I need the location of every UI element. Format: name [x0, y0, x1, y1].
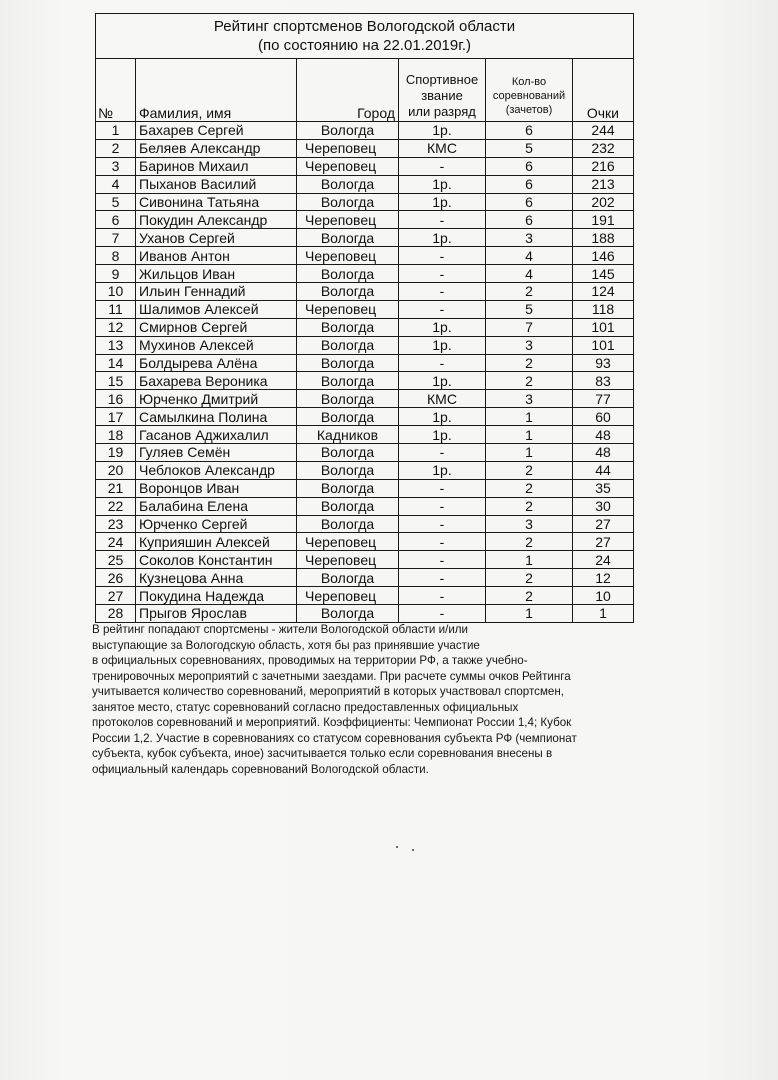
competitions-count: 2 [486, 497, 573, 515]
row-num: 26 [96, 569, 136, 587]
sport-rank: КМС [399, 390, 486, 408]
sport-rank: - [399, 479, 486, 497]
athlete-name: Юрченко Сергей [136, 515, 297, 533]
city: Вологда [297, 569, 399, 587]
competitions-count: 2 [486, 354, 573, 372]
header-num: № [96, 59, 136, 122]
table-title [96, 14, 634, 59]
athlete-name: Сивонина Татьяна [136, 193, 297, 211]
header-comp-line-2: соревнований [492, 90, 566, 102]
table-row [96, 426, 634, 444]
table-row [96, 479, 634, 497]
header-rank-line-3: или разряд [408, 104, 476, 119]
athlete-name: Куприяшин Алексей [136, 533, 297, 551]
sport-rank: 1р. [399, 229, 486, 247]
sport-rank: - [399, 265, 486, 283]
sport-rank: 1р. [399, 408, 486, 426]
points: 24 [573, 551, 634, 569]
city: Череповец [297, 211, 399, 229]
athlete-name: Смирнов Сергей [136, 318, 297, 336]
city: Череповец [297, 551, 399, 569]
city: Череповец [297, 157, 399, 175]
athlete-name: Жильцов Иван [136, 265, 297, 283]
city: Вологда [297, 408, 399, 426]
competitions-count: 2 [486, 533, 573, 551]
city: Вологда [297, 193, 399, 211]
sport-rank: 1р. [399, 372, 486, 390]
row-num: 12 [96, 318, 136, 336]
header-rank [399, 59, 486, 122]
points: 216 [573, 157, 634, 175]
footnote-line: занятое место, статус соревнований согласно предоставленных официальных [92, 700, 519, 714]
sport-rank: - [399, 283, 486, 301]
city: Вологда [297, 461, 399, 479]
sport-rank: 1р. [399, 426, 486, 444]
city: Вологда [297, 390, 399, 408]
competitions-count: 1 [486, 426, 573, 444]
city: Вологда [297, 605, 399, 623]
competitions-count: 3 [486, 390, 573, 408]
table-row [96, 139, 634, 157]
table-row [96, 551, 634, 569]
table-row [96, 354, 634, 372]
row-num: 4 [96, 175, 136, 193]
points: 48 [573, 426, 634, 444]
points: 35 [573, 479, 634, 497]
sport-rank: - [399, 605, 486, 623]
table-body [96, 122, 634, 623]
row-num: 25 [96, 551, 136, 569]
footnote-line: учитывается количество соревнований, мероприятий в которых участвовал спортсмен, [92, 685, 565, 698]
athlete-name: Прыгов Ярослав [136, 605, 297, 623]
sport-rank: - [399, 157, 486, 175]
row-num: 18 [96, 426, 136, 444]
row-num: 20 [96, 461, 136, 479]
table-row [96, 300, 634, 318]
points: 145 [573, 265, 634, 283]
sport-rank: - [399, 587, 486, 605]
sport-rank: 1р. [399, 122, 486, 140]
athlete-name: Мухинов Алексей [136, 336, 297, 354]
points: 124 [573, 283, 634, 301]
city: Вологда [297, 229, 399, 247]
athlete-name: Пыханов Василий [136, 175, 297, 193]
athlete-name: Бахарев Сергей [136, 122, 297, 140]
table-row [96, 122, 634, 140]
points: 44 [573, 461, 634, 479]
row-num: 6 [96, 211, 136, 229]
table-row [96, 533, 634, 551]
sport-rank: - [399, 515, 486, 533]
competitions-count: 2 [486, 479, 573, 497]
table-row [96, 318, 634, 336]
row-num: 11 [96, 300, 136, 318]
city: Кадников [297, 426, 399, 444]
city: Вологда [297, 318, 399, 336]
athlete-name: Балабина Елена [136, 497, 297, 515]
row-num: 23 [96, 515, 136, 533]
table-row [96, 229, 634, 247]
competitions-count: 6 [486, 193, 573, 211]
sport-rank: 1р. [399, 336, 486, 354]
competitions-count: 7 [486, 318, 573, 336]
points: 232 [573, 139, 634, 157]
points: 12 [573, 569, 634, 587]
city: Вологда [297, 283, 399, 301]
row-num: 7 [96, 229, 136, 247]
points: 93 [573, 354, 634, 372]
sport-rank: - [399, 211, 486, 229]
athlete-name: Баринов Михаил [136, 157, 297, 175]
sport-rank: - [399, 533, 486, 551]
competitions-count: 5 [486, 139, 573, 157]
athlete-name: Иванов Антон [136, 247, 297, 265]
title-line-2: (по состоянию на 22.01.2019г.) [257, 37, 472, 54]
row-num: 16 [96, 390, 136, 408]
row-num: 14 [96, 354, 136, 372]
row-num: 13 [96, 336, 136, 354]
athlete-name: Гуляев Семён [136, 444, 297, 462]
city: Вологда [297, 444, 399, 462]
athlete-name: Чеблоков Александр [136, 461, 297, 479]
points: 118 [573, 300, 634, 318]
row-num: 24 [96, 533, 136, 551]
athlete-name: Покудин Александр [136, 211, 297, 229]
row-num: 10 [96, 283, 136, 301]
sport-rank: - [399, 569, 486, 587]
title-line-1: Рейтинг спортсменов Вологодской области [213, 18, 516, 35]
competitions-count: 1 [486, 551, 573, 569]
header-points: Очки [573, 59, 634, 122]
footnote-line: В рейтинг попадают спортсмены - жители Вологодской области и/или [92, 623, 469, 636]
table-row [96, 605, 634, 623]
points: 83 [573, 372, 634, 390]
table-row [96, 461, 634, 479]
athlete-name: Гасанов Аджихалил [136, 426, 297, 444]
competitions-count: 6 [486, 122, 573, 140]
sport-rank: 1р. [399, 461, 486, 479]
athlete-name: Бахарева Вероника [136, 372, 297, 390]
footnote-line: протоколов соревнований и мероприятий. Коэффициенты: Чемпионат России 1,4; Кубок [92, 716, 572, 729]
city: Череповец [297, 300, 399, 318]
athlete-name: Покудина Надежда [136, 587, 297, 605]
sport-rank: 1р. [399, 175, 486, 193]
sport-rank: - [399, 354, 486, 372]
points: 202 [573, 193, 634, 211]
athlete-name: Ильин Геннадий [136, 283, 297, 301]
header-rank-line-1: Спортивное [405, 72, 479, 87]
row-num: 1 [96, 122, 136, 140]
athlete-name: Болдырева Алёна [136, 354, 297, 372]
row-num: 15 [96, 372, 136, 390]
footnote-line: выступающие за Вологодскую область, хотя бы раз принявшие участие [92, 638, 480, 652]
table-row [96, 193, 634, 211]
competitions-count: 1 [486, 408, 573, 426]
points: 213 [573, 175, 634, 193]
row-num: 21 [96, 479, 136, 497]
sport-rank: - [399, 300, 486, 318]
sport-rank: - [399, 444, 486, 462]
points: 101 [573, 318, 634, 336]
city: Череповец [297, 139, 399, 157]
competitions-count: 3 [486, 336, 573, 354]
sport-rank: - [399, 551, 486, 569]
row-num: 9 [96, 265, 136, 283]
points: 48 [573, 444, 634, 462]
athlete-name: Беляев Александр [136, 139, 297, 157]
points: 60 [573, 408, 634, 426]
competitions-count: 4 [486, 265, 573, 283]
table-row [96, 336, 634, 354]
athlete-name: Шалимов Алексей [136, 300, 297, 318]
city: Вологда [297, 515, 399, 533]
points: 27 [573, 533, 634, 551]
row-num: 2 [96, 139, 136, 157]
row-num: 19 [96, 444, 136, 462]
footnote-line: в официальных соревнованиях, проводимых на территории РФ, а также учебно- [92, 654, 528, 667]
sport-rank: 1р. [399, 318, 486, 336]
table-row [96, 497, 634, 515]
points: 10 [573, 587, 634, 605]
footnote-line: тренировочных мероприятий с зачетными заездами. При расчете суммы очков Рейтинга [92, 669, 571, 683]
header-rank-line-2: звание [421, 88, 463, 103]
row-num: 5 [96, 193, 136, 211]
row-num: 27 [96, 587, 136, 605]
city: Вологда [297, 497, 399, 515]
table-row [96, 157, 634, 175]
points: 77 [573, 390, 634, 408]
header-comp-line-1: Кол-во [511, 76, 547, 88]
points: 30 [573, 497, 634, 515]
footnote-line: субъекта, кубок субъекта, иное) засчитывается только если соревнования внесены в [92, 747, 553, 760]
athlete-name: Уханов Сергей [136, 229, 297, 247]
competitions-count: 1 [486, 444, 573, 462]
table-row [96, 265, 634, 283]
city: Вологда [297, 372, 399, 390]
table-row [96, 283, 634, 301]
athlete-name: Соколов Константин [136, 551, 297, 569]
table-row [96, 372, 634, 390]
header-comp-line-3: (зачетов) [505, 104, 553, 116]
header-competitions [486, 59, 573, 122]
points: 101 [573, 336, 634, 354]
row-num: 3 [96, 157, 136, 175]
sport-rank: - [399, 247, 486, 265]
rating-table [95, 13, 634, 623]
row-num: 8 [96, 247, 136, 265]
competitions-count: 1 [486, 605, 573, 623]
points: 1 [573, 605, 634, 623]
table-header-row [96, 59, 634, 122]
footnote-line: России 1,2. Участие в соревнованиях со статусом соревнования субъекта РФ (чемпионат [92, 731, 577, 745]
competitions-count: 2 [486, 372, 573, 390]
competitions-count: 5 [486, 300, 573, 318]
sport-rank: - [399, 497, 486, 515]
points: 146 [573, 247, 634, 265]
header-name: Фамилия, имя [136, 59, 297, 122]
row-num: 22 [96, 497, 136, 515]
city: Вологда [297, 122, 399, 140]
competitions-count: 6 [486, 211, 573, 229]
scan-speck [412, 849, 414, 851]
city: Череповец [297, 247, 399, 265]
city: Череповец [297, 587, 399, 605]
row-num: 17 [96, 408, 136, 426]
sport-rank: КМС [399, 139, 486, 157]
athlete-name: Кузнецова Анна [136, 569, 297, 587]
row-num: 28 [96, 605, 136, 623]
competitions-count: 2 [486, 461, 573, 479]
table-row [96, 211, 634, 229]
table-row [96, 444, 634, 462]
competitions-count: 2 [486, 587, 573, 605]
footnote-text [92, 622, 612, 777]
table-row [96, 515, 634, 533]
athlete-name: Самылкина Полина [136, 408, 297, 426]
points: 27 [573, 515, 634, 533]
competitions-count: 3 [486, 515, 573, 533]
sport-rank: 1р. [399, 193, 486, 211]
table-row [96, 408, 634, 426]
points: 244 [573, 122, 634, 140]
city: Вологда [297, 175, 399, 193]
points: 191 [573, 211, 634, 229]
points: 188 [573, 229, 634, 247]
table-row [96, 175, 634, 193]
city: Вологда [297, 336, 399, 354]
table-row [96, 247, 634, 265]
table-row [96, 390, 634, 408]
competitions-count: 2 [486, 283, 573, 301]
athlete-name: Юрченко Дмитрий [136, 390, 297, 408]
competitions-count: 6 [486, 175, 573, 193]
city: Череповец [297, 533, 399, 551]
competitions-count: 4 [486, 247, 573, 265]
table-row [96, 587, 634, 605]
scan-speck [396, 846, 398, 848]
competitions-count: 6 [486, 157, 573, 175]
table-row [96, 569, 634, 587]
city: Вологда [297, 354, 399, 372]
competitions-count: 2 [486, 569, 573, 587]
footnote-line: официальный календарь соревнований Вологодской области. [92, 762, 429, 776]
city: Вологда [297, 265, 399, 283]
city: Вологда [297, 479, 399, 497]
athlete-name: Воронцов Иван [136, 479, 297, 497]
competitions-count: 3 [486, 229, 573, 247]
header-city: Город [297, 59, 399, 122]
